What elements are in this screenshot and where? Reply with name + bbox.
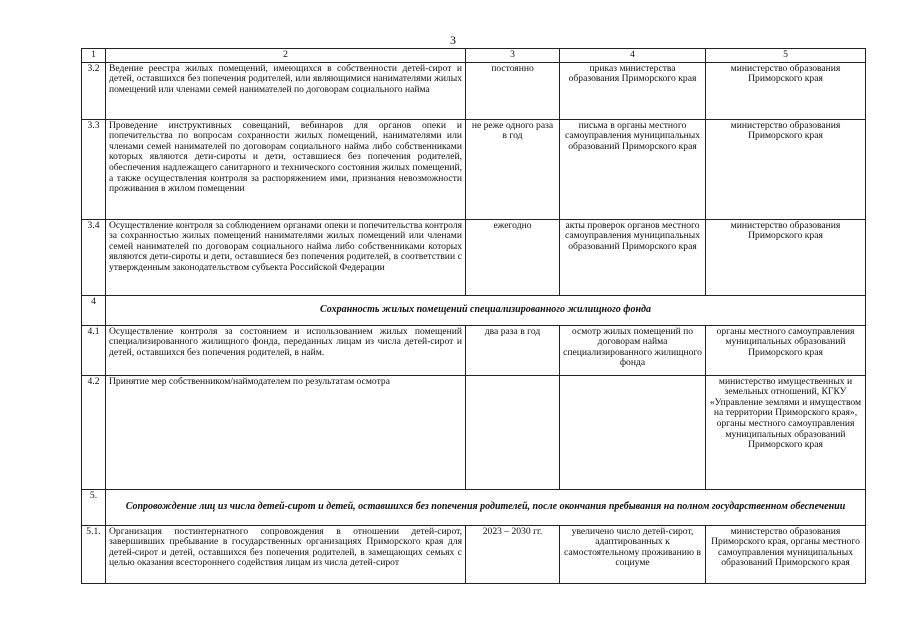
row-number: 4.1 (82, 325, 106, 375)
row-action: Ведение реестра жилых помещений, имеющихся в собственности детей-сирот и детей, оставшихся без попечения родителей, или являющимися нанимателями жилых помещений или членами семей нанимателей по договорам социального найма (106, 62, 466, 119)
row-result: увеличено число детей-сирот, адаптированных к самостоятельному проживанию в социуме (560, 525, 706, 583)
row-result: акты проверок органов местного самоуправления муниципальных образований Приморского края (560, 219, 706, 295)
table-row (82, 62, 866, 119)
row-responsible: министерство имущественных и земельных отношений, КГКУ «Управление землями и имуществом на территории Приморского края», органы местного самоуправления муниципальных образований Приморского края (706, 375, 866, 489)
row-responsible: министерство образования Приморского края (706, 219, 866, 295)
header-col-2: 2 (106, 49, 466, 63)
section-row (82, 489, 866, 525)
section-number: 4 (82, 295, 106, 325)
measures-table (81, 48, 866, 584)
page-number: 3 (450, 33, 456, 47)
table-row (82, 375, 866, 489)
row-result (560, 375, 706, 489)
table-row (82, 325, 866, 375)
header-col-5: 5 (706, 49, 866, 63)
table-row (82, 119, 866, 219)
section-number: 5. (82, 489, 106, 525)
row-responsible: министерство образования Приморского края, органы местного самоуправления муниципальных образований Приморского края (706, 525, 866, 583)
row-action: Проведение инструктивных совещаний, вебинаров для органов опеки и попечительства по вопросам сохранности жилых помещений, нанимателями или членами семей нанимателей по договорам социального найма либо собственниками которых являются дети-сироты и дети, оставшиеся без попечения родителей, обеспечения надлежащего санитарного и технического состояния жилых помещений, а также осуществления контроля за распоряжением ими, признания невозможности проживания в жилом помещении (106, 119, 466, 219)
section-title: Сохранность жилых помещений специализированного жилищного фонда (106, 295, 866, 325)
row-result: письма в органы местного самоуправления муниципальных образований Приморского края (560, 119, 706, 219)
row-term: 2023 – 2030 гг. (466, 525, 560, 583)
row-responsible: органы местного самоуправления муниципальных образований Приморского края (706, 325, 866, 375)
row-term (466, 375, 560, 489)
section-title: Сопровождение лиц из числа детей-сирот и детей, оставшихся без попечения родителей, после окончания пребывания на полном государственном обеспечении (106, 489, 866, 525)
header-col-4: 4 (560, 49, 706, 63)
row-action: Организация постинтернатного сопровождения в отношении детей-сирот, завершивших пребывание в государственных организациях Приморского края для детей-сирот и детей, оставшихся без попечения родителей, в замещающих семьях с целью оказания всестороннего содействия лицам из числа детей-сирот (106, 525, 466, 583)
row-responsible: министерство образования Приморского края (706, 119, 866, 219)
row-term: не реже одного раза в год (466, 119, 560, 219)
row-result: приказ министерства образования Приморского края (560, 62, 706, 119)
header-col-1: 1 (82, 49, 106, 63)
row-term: два раза в год (466, 325, 560, 375)
row-number: 4.2 (82, 375, 106, 489)
row-number: 3.3 (82, 119, 106, 219)
row-action: Осуществление контроля за соблюдением органами опеки и попечительства контроля за сохранностью жилых помещений нанимателями жилых помещений или членами семей нанимателей по договорам социального найма либо собственниками которых являются дети-сироты и дети, оставшиеся без попечения родителей, в соответствии с утвержденным законодательством субъекта Российской Федерации (106, 219, 466, 295)
header-col-3: 3 (466, 49, 560, 63)
row-term: постоянно (466, 62, 560, 119)
row-result: осмотр жилых помещений по договорам найма специализированного жилищного фонда (560, 325, 706, 375)
row-action: Осуществление контроля за состоянием и использованием жилых помещений специализированного жилищного фонда, переданных лицам из числа детей-сирот и детей, оставшихся без попечения родителей, в найм. (106, 325, 466, 375)
row-responsible: министерство образования Приморского края (706, 62, 866, 119)
row-number: 5.1. (82, 525, 106, 583)
table-header-row (82, 49, 866, 63)
row-number: 3.4 (82, 219, 106, 295)
table-row (82, 219, 866, 295)
row-term: ежегодно (466, 219, 560, 295)
row-number: 3.2 (82, 62, 106, 119)
row-action: Принятие мер собственником/наймодателем по результатам осмотра (106, 375, 466, 489)
section-row (82, 295, 866, 325)
table-row (82, 525, 866, 583)
